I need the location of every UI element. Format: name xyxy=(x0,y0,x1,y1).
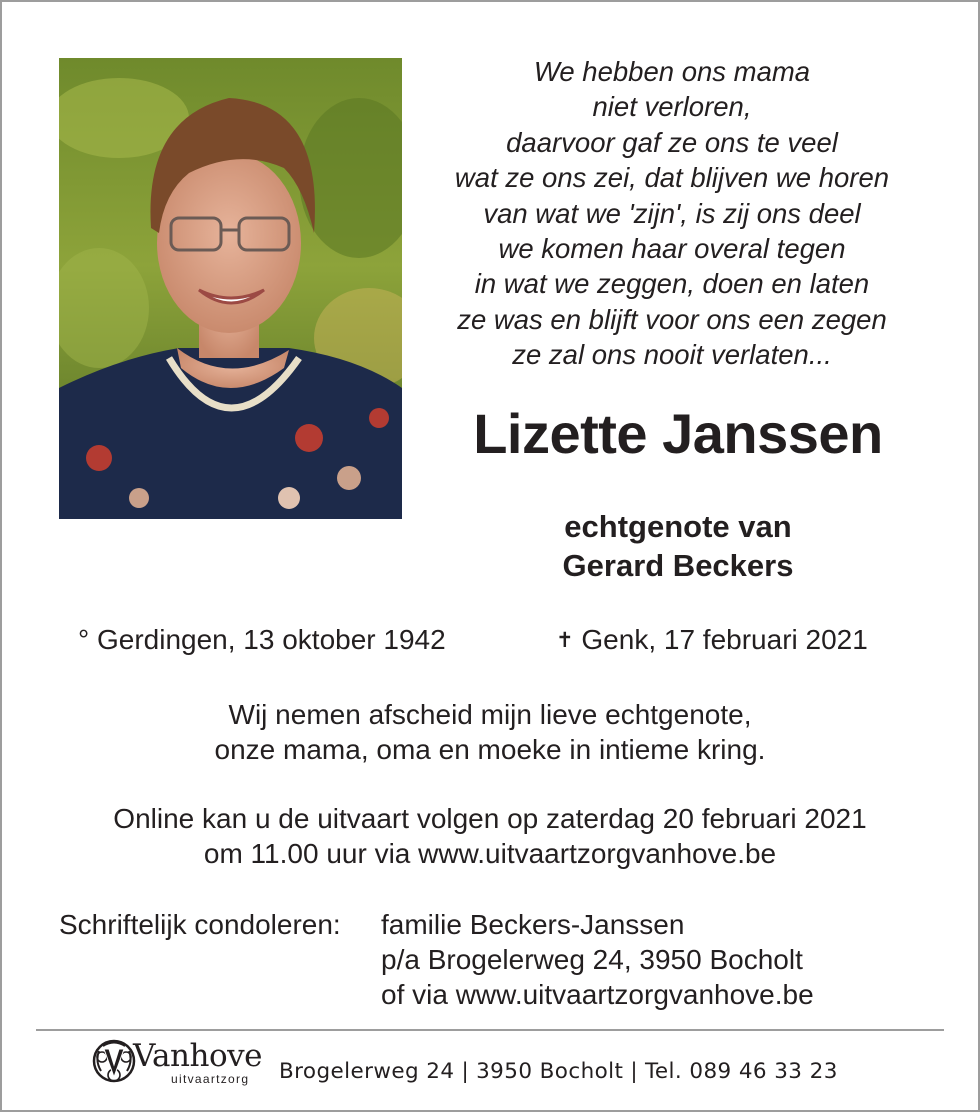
poem-line: van wat we 'zijn', is zij ons deel xyxy=(483,197,861,229)
footer-separator: | xyxy=(461,1059,470,1084)
spouse-name: Gerard Beckers xyxy=(562,548,794,583)
logo-subtitle: uitvaartzorg xyxy=(171,1072,250,1086)
condolence-address xyxy=(381,907,814,1012)
online-line: Online kan u de uitvaart volgen op zaterdag 20 februari 2021 xyxy=(113,803,867,834)
footer-divider xyxy=(36,1029,944,1031)
farewell-line: onze mama, oma en moeke in intieme kring. xyxy=(214,734,766,765)
relation-label: echtgenote van xyxy=(564,509,792,544)
birth-info: ° Gerdingen, 13 oktober 1942 xyxy=(78,624,446,655)
footer-city: 3950 Bocholt xyxy=(476,1059,624,1084)
deceased-name: Lizette Janssen xyxy=(473,402,883,465)
poem-line: wat ze ons zei, dat blijven we horen xyxy=(454,162,890,194)
condolence-line: familie Beckers-Janssen xyxy=(381,909,685,940)
farewell-text xyxy=(0,697,980,767)
poem-line: ze was en blijft voor ons een zegen xyxy=(457,303,887,335)
farewell-line: Wij nemen afscheid mijn lieve echtgenote, xyxy=(228,699,752,730)
condolence-line: p/a Brogelerweg 24, 3950 Bocholt xyxy=(381,944,803,975)
logo-name: Vanhove xyxy=(133,1038,262,1074)
footer-address: Brogelerweg 24 xyxy=(279,1059,455,1084)
poem-line: We hebben ons mama xyxy=(533,56,811,87)
footer-separator: | xyxy=(630,1059,639,1084)
poem-line: niet verloren, xyxy=(592,91,752,123)
footer-contact xyxy=(279,1057,838,1087)
tree-v-logo-icon xyxy=(89,1037,139,1092)
condolence-label: Schriftelijk condoleren: xyxy=(59,909,341,940)
condolence-line: of via www.uitvaartzorgvanhove.be xyxy=(381,979,814,1010)
death-info xyxy=(556,622,868,659)
poem xyxy=(400,54,944,373)
footer-phone: Tel. 089 46 33 23 xyxy=(645,1059,838,1084)
portrait-photo xyxy=(59,58,402,519)
poem-line: ze zal ons nooit verlaten... xyxy=(512,339,832,371)
poem-line: daarvoor gaf ze ons te veel xyxy=(506,126,838,158)
spouse-block xyxy=(420,507,936,585)
poem-line: we komen haar overal tegen xyxy=(498,233,846,265)
cross-icon: ✝ xyxy=(556,629,574,652)
online-line: om 11.00 uur via www.uitvaartzorgvanhove.be xyxy=(203,838,777,869)
poem-line: in wat we zeggen, doen en laten xyxy=(474,268,870,300)
death-text: Genk, 17 februari 2021 xyxy=(581,624,868,655)
online-info xyxy=(0,801,980,871)
